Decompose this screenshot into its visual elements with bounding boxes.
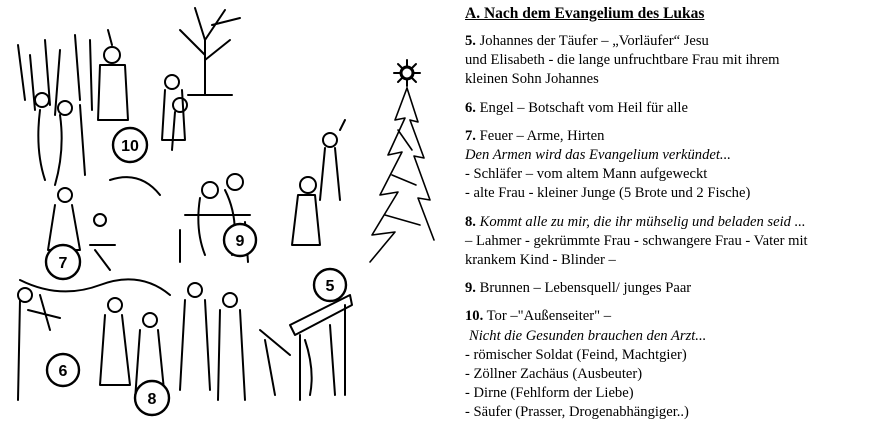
section-10-line-3: - römischer Soldat (Feind, Machtgier) bbox=[465, 346, 687, 363]
fir-tree-drawing bbox=[370, 88, 434, 262]
marker-9-label: 9 bbox=[235, 233, 245, 250]
marker-5-label: 5 bbox=[325, 278, 335, 295]
section-6 bbox=[465, 99, 865, 118]
section-5-line-1: Johannes der Täufer – „Vorläufer“ Jesu bbox=[479, 33, 709, 49]
star-icon bbox=[394, 60, 420, 86]
section-10-line-2: Nicht die Gesunden brauchen den Arzt... bbox=[469, 327, 707, 344]
section-8-line-1: Kommt alle zu mir, die ihr mühselig und beladen seid ... bbox=[479, 213, 806, 230]
legend-heading: A. Nach dem Evangelium des Lukas bbox=[465, 5, 705, 22]
figures-left bbox=[20, 177, 170, 295]
tree-drawing bbox=[180, 8, 240, 95]
section-10-line-6: - Säufer (Prasser, Drogenabhängiger..) bbox=[465, 404, 689, 421]
section-10-line-4: - Zöllner Zachäus (Ausbeuter) bbox=[465, 366, 643, 383]
section-7-line-2: Den Armen wird das Evangelium verkündet... bbox=[465, 147, 731, 164]
figures-center bbox=[180, 120, 345, 262]
section-5-line-3: kleinen Sohn Johannes bbox=[465, 71, 599, 88]
marker-5 bbox=[314, 269, 346, 301]
section-7-line-4: - alte Frau - kleiner Junge (5 Brote und 2 Fische) bbox=[465, 185, 751, 202]
section-7-line-1: Feuer – Arme, Hirten bbox=[479, 127, 605, 144]
section-9 bbox=[465, 279, 865, 298]
section-10-line-5: - Dirne (Fehlform der Liebe) bbox=[465, 385, 634, 402]
section-5-line-2: und Elisabeth - die lange unfruchtbare Frau mit ihrem bbox=[465, 52, 780, 69]
section-8-line-3: krankem Kind - Blinder – bbox=[465, 252, 616, 269]
section-7-line-3: - Schläfer – vom altem Mann aufgeweckt bbox=[465, 166, 708, 183]
marker-10 bbox=[113, 128, 147, 162]
marker-7-label: 7 bbox=[58, 255, 68, 272]
section-6-line-1: Engel – Botschaft vom Heil für alle bbox=[479, 99, 688, 116]
section-8 bbox=[465, 213, 865, 271]
marker-6 bbox=[47, 354, 79, 386]
marker-7 bbox=[46, 245, 80, 279]
section-8-line-2: – Lahmer - gekrümmte Frau - schwangere Frau - Vater mit bbox=[465, 232, 808, 249]
marker-8 bbox=[135, 381, 169, 415]
legend-text bbox=[465, 4, 865, 423]
marker-6-label: 6 bbox=[58, 363, 68, 380]
section-6-number: 6. bbox=[465, 99, 476, 116]
section-5 bbox=[465, 32, 865, 90]
marker-8-label: 8 bbox=[147, 391, 157, 408]
section-10-number: 10. bbox=[465, 308, 484, 325]
section-10 bbox=[465, 307, 865, 422]
marker-9 bbox=[224, 224, 256, 256]
marker-10-label: 10 bbox=[121, 138, 139, 155]
section-9-line-1: Brunnen – Lebensquell/ junges Paar bbox=[479, 280, 692, 297]
crowd-top-left bbox=[18, 30, 187, 185]
section-10-line-1: Tor –"Außenseiter" – bbox=[486, 308, 612, 325]
gate-drawing bbox=[290, 295, 352, 400]
section-9-number: 9. bbox=[465, 280, 476, 297]
section-8-number: 8. bbox=[465, 213, 476, 230]
section-7-number: 7. bbox=[465, 127, 476, 144]
section-5-number: 5. bbox=[465, 33, 476, 49]
section-7 bbox=[465, 127, 865, 204]
